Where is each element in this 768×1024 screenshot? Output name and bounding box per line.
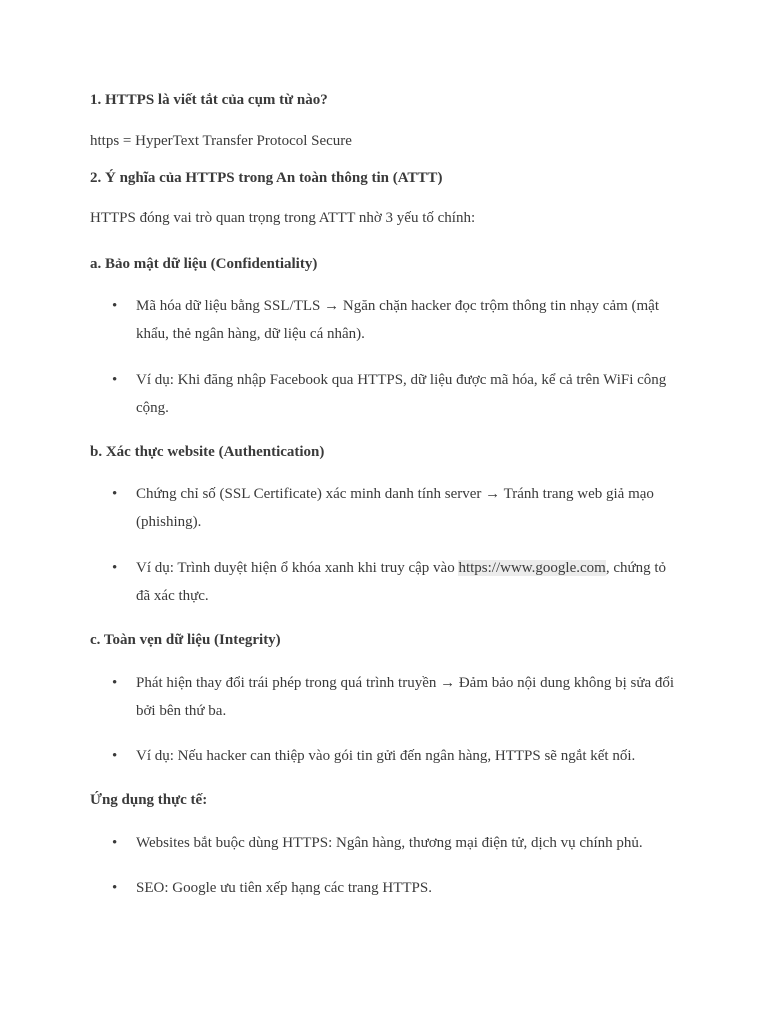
list-item-text: Phát hiện thay đổi trái phép trong quá trình truyền → Đảm bảo nội dung không bị sửa đổi bbox=[136, 675, 675, 691]
bullet-icon: • bbox=[112, 486, 118, 502]
bullet-icon: • bbox=[112, 298, 118, 314]
list-item-text: Websites bắt buộc dùng HTTPS: Ngân hàng, thương mại điện tử, dịch vụ chính phủ. bbox=[136, 835, 643, 851]
google-link[interactable]: https://www.google.com bbox=[458, 560, 606, 576]
list-item-text: khẩu, thẻ ngân hàng, dữ liệu cá nhân). bbox=[136, 326, 365, 342]
list-item bbox=[112, 829, 682, 857]
bullet-icon: • bbox=[112, 748, 118, 764]
bullet-icon: • bbox=[112, 835, 118, 851]
list-item-text: SEO: Google ưu tiên xếp hạng các trang HTTPS. bbox=[136, 880, 432, 896]
bullet-icon: • bbox=[112, 560, 118, 576]
section-1-answer: https = HyperText Transfer Protocol Secure bbox=[90, 133, 352, 149]
list-item-text: Ví dụ: Khi đăng nhập Facebook qua HTTPS, dữ liệu được mã hóa, kể cả trên WiFi công bbox=[136, 372, 667, 388]
subsection-c-heading: c. Toàn vẹn dữ liệu (Integrity) bbox=[90, 632, 281, 648]
list-item-text: (phishing). bbox=[136, 514, 202, 530]
list-item bbox=[112, 669, 682, 725]
bullet-icon: • bbox=[112, 675, 118, 691]
list-item bbox=[112, 292, 682, 348]
applications-heading: Ứng dụng thực tế: bbox=[90, 792, 208, 808]
list-item-text: Ví dụ: Nếu hacker can thiệp vào gói tin gửi đến ngân hàng, HTTPS sẽ ngắt kết nối. bbox=[136, 748, 636, 764]
subsection-a-heading: a. Bảo mật dữ liệu (Confidentiality) bbox=[90, 256, 318, 272]
list-item bbox=[112, 366, 682, 422]
bullet-icon: • bbox=[112, 880, 118, 896]
list-item-text: bởi bên thứ ba. bbox=[136, 703, 227, 719]
list-item-text: đã xác thực. bbox=[136, 588, 209, 604]
list-item bbox=[112, 742, 682, 770]
list-item-text: Ví dụ: Trình duyệt hiện ổ khóa xanh khi truy cập vào https://www.google.com, chứng tỏ bbox=[136, 560, 667, 576]
list-item bbox=[112, 874, 682, 902]
list-item bbox=[112, 480, 682, 536]
section-1-heading: 1. HTTPS là viết tắt của cụm từ nào? bbox=[90, 92, 328, 108]
list-item bbox=[112, 554, 682, 610]
section-2-heading: 2. Ý nghĩa của HTTPS trong An toàn thông tin (ATTT) bbox=[90, 170, 443, 186]
section-2-intro: HTTPS đóng vai trò quan trọng trong ATTT nhờ 3 yếu tố chính: bbox=[90, 210, 476, 226]
list-item-text: cộng. bbox=[136, 400, 169, 416]
bullet-icon: • bbox=[112, 372, 118, 388]
list-item-text: Mã hóa dữ liệu bằng SSL/TLS → Ngăn chặn hacker đọc trộm thông tin nhạy cảm (mật bbox=[136, 298, 660, 314]
subsection-b-heading: b. Xác thực website (Authentication) bbox=[90, 444, 325, 460]
list-item-text: Chứng chỉ số (SSL Certificate) xác minh danh tính server → Tránh trang web giả mạo bbox=[136, 486, 654, 502]
